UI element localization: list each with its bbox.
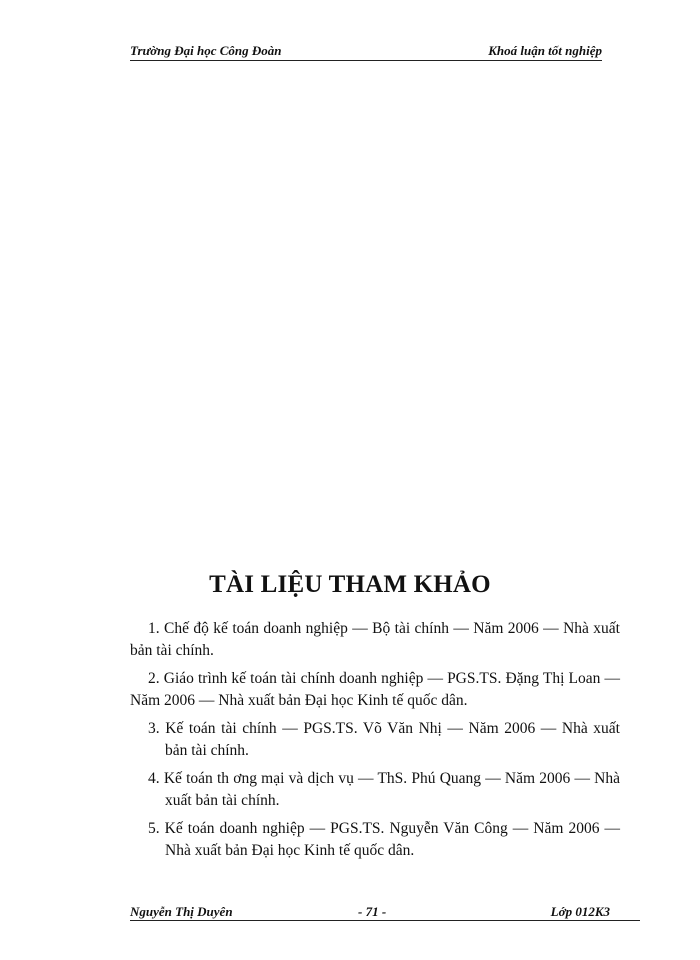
- header-document-type: Khoá luận tốt nghiệp: [488, 43, 602, 58]
- header-institution: Trường Đại học Công Đoàn: [130, 43, 282, 58]
- reference-item: 2. Giáo trình kế toán tài chính doanh nghiệp — PGS.TS. Đặng Thị Loan — Năm 2006 — Nhà xuất bản Đại học Kinh tế quốc dân.: [130, 670, 620, 709]
- reference-item: 4. Kế toán th ơng mại và dịch vụ — ThS. Phú Quang — Năm 2006 — Nhà xuất bản tài chính.: [148, 770, 620, 809]
- page-footer: [130, 904, 640, 921]
- page-header: [130, 42, 602, 61]
- reference-item: 5. Kế toán doanh nghiệp — PGS.TS. Nguyễn Văn Công — Năm 2006 — Nhà xuất bản Đại học Kinh tế quốc dân.: [148, 820, 620, 859]
- footer-class: Lớp 012K3: [550, 904, 610, 919]
- reference-item: 1. Chế độ kế toán doanh nghiệp — Bộ tài chính — Năm 2006 — Nhà xuất bản tài chính.: [130, 620, 620, 659]
- page-title: TÀI LIỆU THAM KHẢO: [209, 571, 491, 598]
- footer-page-number: - 71 -: [358, 904, 387, 919]
- reference-list: [130, 618, 620, 868]
- reference-item: 3. Kế toán tài chính — PGS.TS. Võ Văn Nhị — Năm 2006 — Nhà xuất bản tài chính.: [148, 720, 620, 759]
- footer-author: Nguyễn Thị Duyên: [130, 904, 233, 919]
